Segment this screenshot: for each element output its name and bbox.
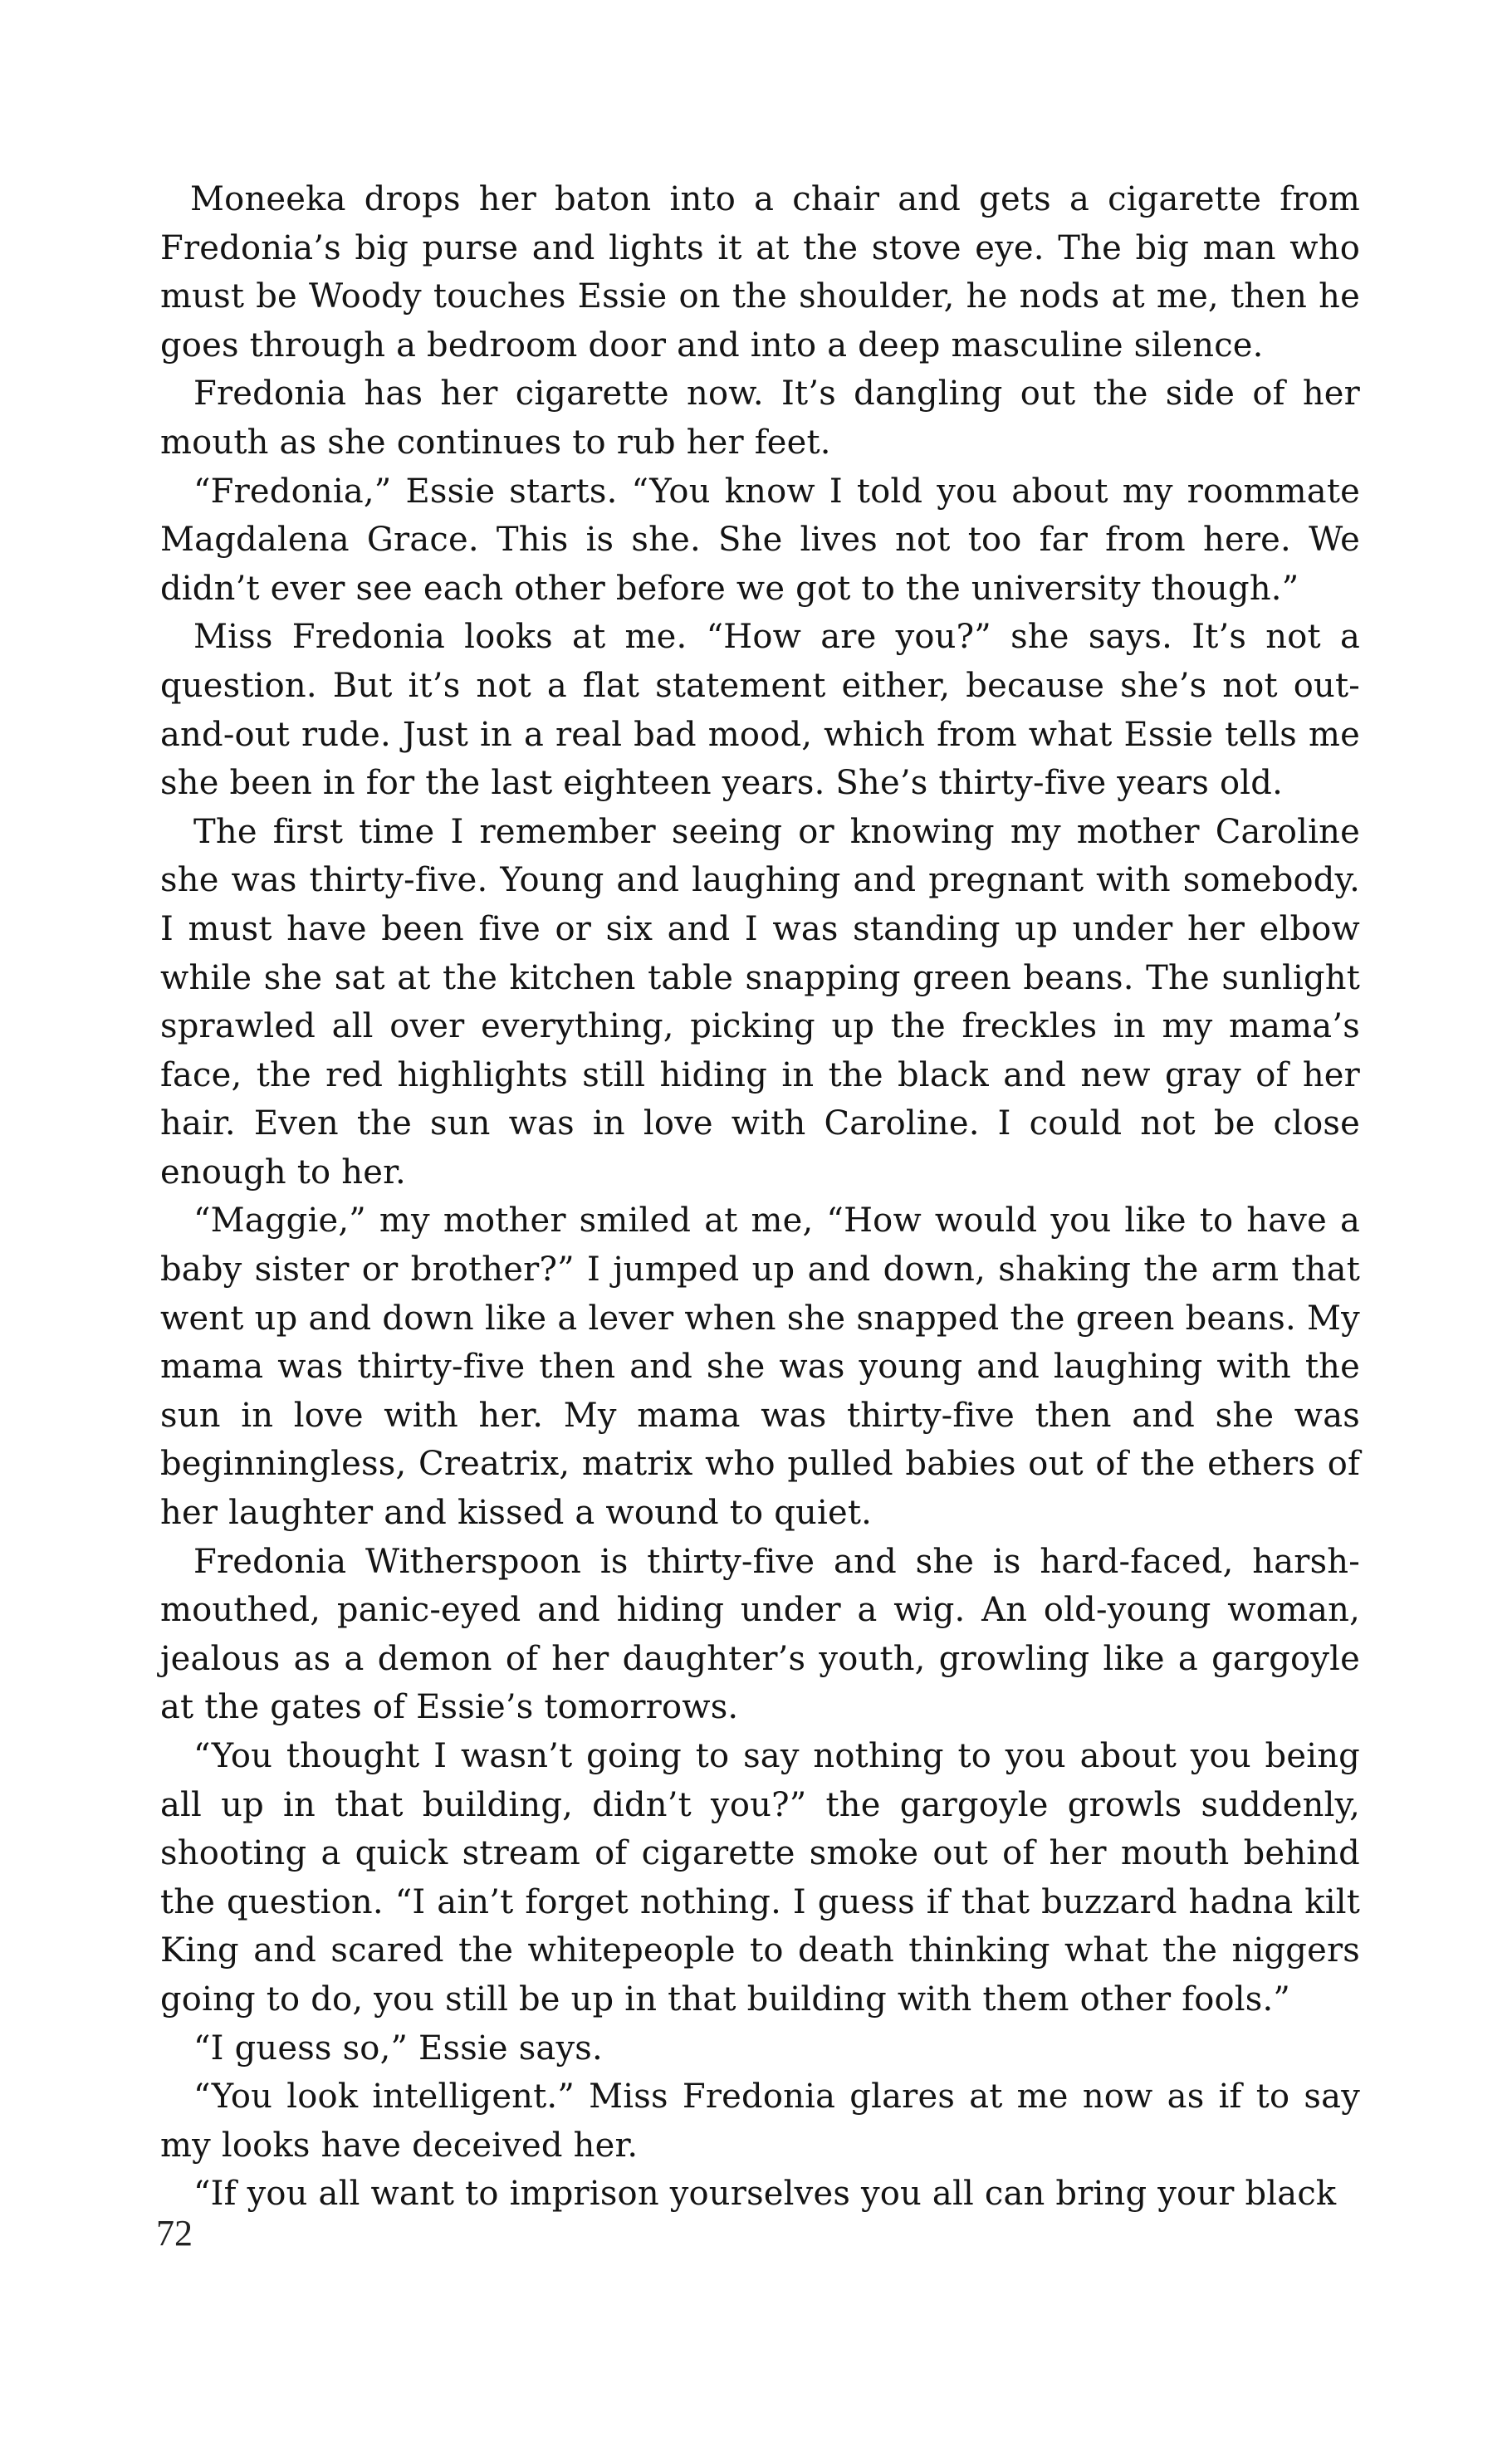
paragraph-1: Moneeka drops her baton into a chair and gets a cigarette from Fredonia’s big purse and lights it at the stove eye. The big man who must be Woody touches Essie on the shoulder, he nods at me, then he goes through a bedroom door and into a deep masculine silence.: [160, 180, 1360, 365]
paragraph-2: Fredonia has her cigarette now. It’s dangling out the side of her mouth as she continues to rub her feet.: [160, 374, 1360, 462]
page-number: 72: [156, 2213, 193, 2254]
paragraph-9: “I guess so,” Essie says.: [193, 2028, 603, 2068]
paragraph-5: The first time I remember seeing or knowing my mother Caroline she was thirty-five. Young and laughing and pregnant with somebody. I must have been five or six and I was standing up under her elbow while she sat at the kitchen table snapping green beans. The sunlight sprawled all over everything, picking up the freckles in my mama’s face, the red highlights still hiding in the black and new gray of her hair. Even the sun was in love with Caroline. I could not be close enough to her.: [160, 812, 1360, 1192]
paragraph-4: Miss Fredonia looks at me. “How are you?” she says. It’s not a question. But it’s not a flat statement either, because she’s not out-and-out rude. Just in a real bad mood, which from what Essie tells me she been in for the last eighteen years. She’s thirty-five years old.: [160, 618, 1360, 803]
paragraph-8: “You thought I wasn’t going to say nothing to you about you being all up in that building, didn’t you?” the gargoyle growls suddenly, shooting a quick stream of cigarette smoke out of her mouth behind the question. “I ain’t forget nothing. I guess if that buzzard hadna kilt King and scared the whitepeople to death thinking what the niggers going to do, you still be up in that building with them other fools.”: [160, 1737, 1360, 2019]
paragraph-3: “Fredonia,” Essie starts. “You know I told you about my roommate Magdalena Grace. This is she. She lives not too far from here. We didn’t ever see each other before we got to the university though.”: [160, 472, 1360, 608]
paragraph-10: “You look intelligent.” Miss Fredonia glares at me now as if to say my looks have deceived her.: [160, 2077, 1360, 2165]
paragraph-6: “Maggie,” my mother smiled at me, “How would you like to have a baby sister or brother?” I jumped up and down, shaking the arm that went up and down like a lever when she snapped the green beans. My mama was thirty-five then and she was young and laughing with the sun in love with her. My mama was thirty-five then and she was beginningless, Creatrix, matrix who pulled babies out of the ethers of her laughter and kissed a wound to quiet.: [160, 1201, 1360, 1533]
paragraph-7: Fredonia Witherspoon is thirty-five and she is hard-faced, harsh-mouthed, panic-eyed and hiding under a wig. An old-young woman, jealous as a demon of her daughter’s youth, growling like a gargoyle at the gates of Essie’s tomorrows.: [160, 1542, 1360, 1727]
page-text-block: [160, 175, 1360, 2219]
paragraph-11: “If you all want to imprison yourselves you all can bring your black: [193, 2175, 1337, 2214]
